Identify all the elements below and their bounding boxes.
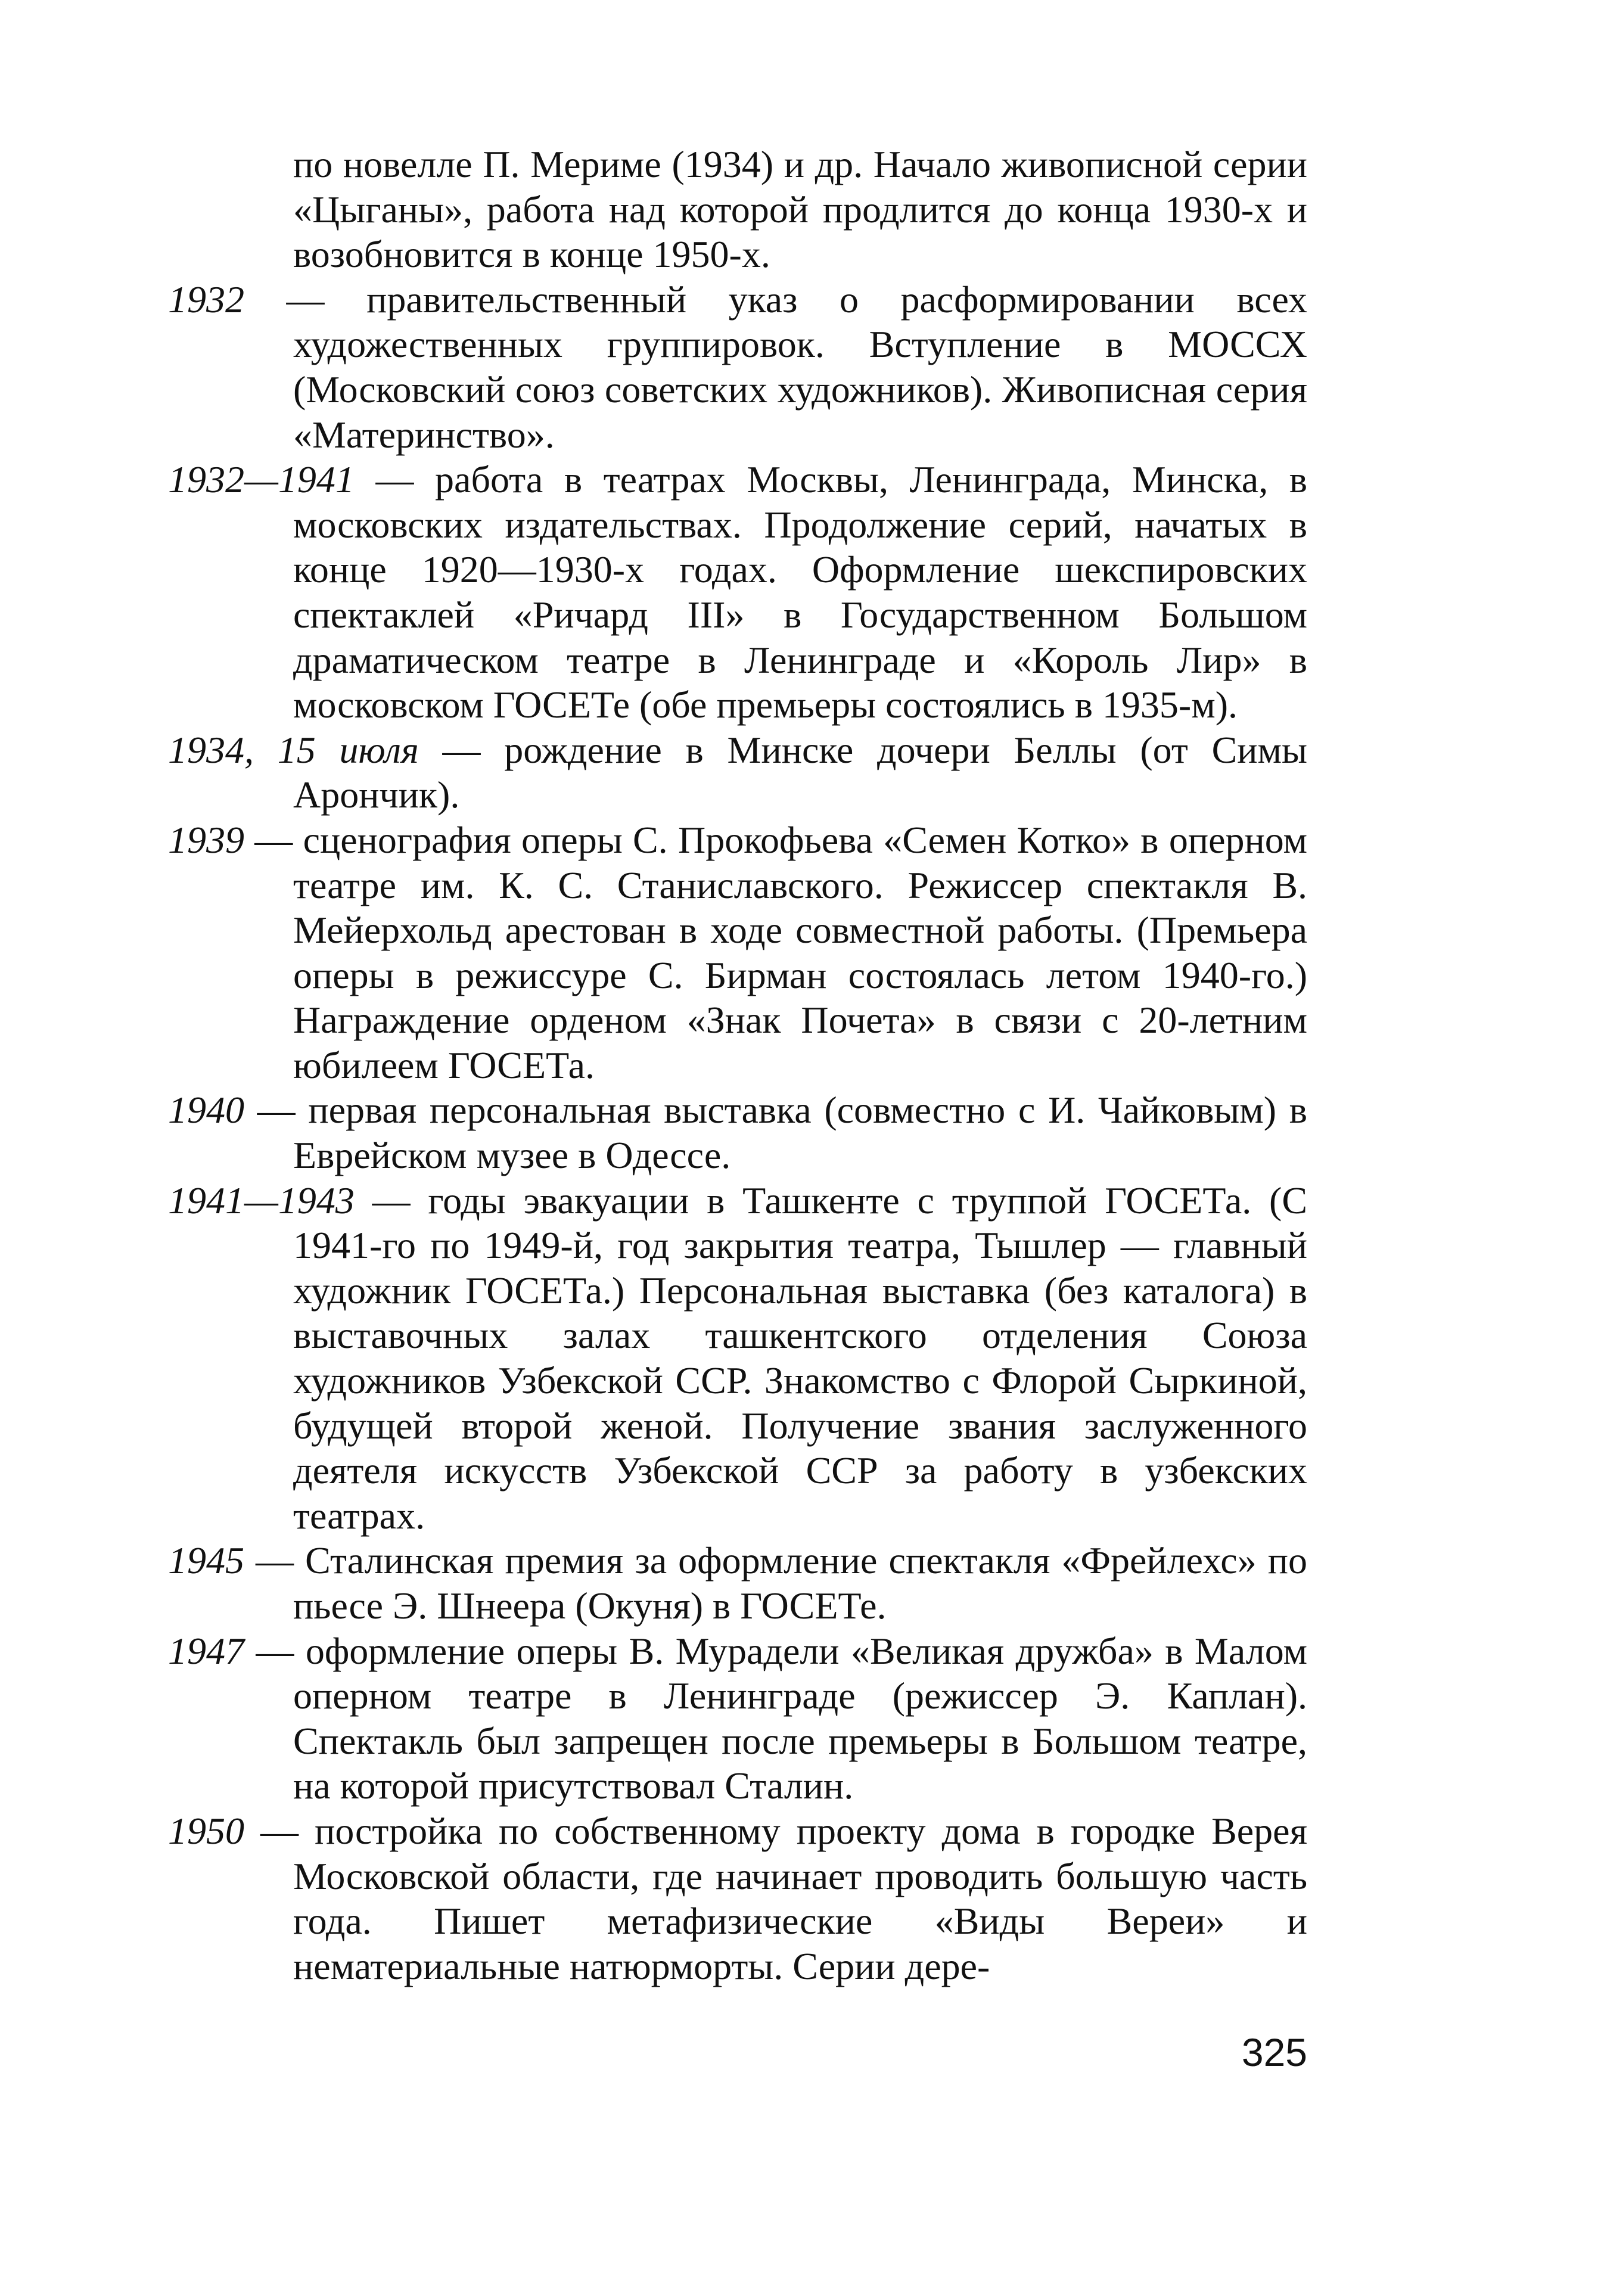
chronology-entry-1940 [168,1088,1307,1177]
entry-text: — сценография оперы С. Прокофьева «Семен Котко» в оперном театре им. К. С. Станиславского. Режиссер спектакля В. Мейерхольд арестован в ходе совместной работы. (Премьера оперы в режиссуре С. Бирман состоялась летом 1940-го.) Награждение орденом «Знак Почета» в связи с 20-летним юбилеем ГОСЕТа. [244,818,1307,1086]
entry-text: — Сталинская премия за оформление спектакля «Фрейлехс» по пьесе Э. Шнеера (Окуня) в ГОСЕТе. [244,1539,1307,1627]
chronology-entry-1939 [168,818,1307,1088]
entry-text: — постройка по собственному проекту дома в городке Верея Московской области, где начинает проводить большую часть года. Пишет метафизические «Виды Вереи» и нематериальные натюрморты. Серии дере- [244,1809,1307,1987]
entry-date: 1940 [168,1089,244,1132]
entry-text: — оформление оперы В. Мурадели «Великая дружба» в Малом оперном театре в Ленинграде (режиссер Э. Каплан). Спектакль был запрещен после премьеры в Большом театре, на которой присутствовал Сталин. [244,1629,1307,1807]
chronology-entry-1934 [168,728,1307,818]
chronology-entry-1932-1941 [168,457,1307,728]
entry-date: 1932—1941 [168,458,355,501]
entry-date: 1947 [168,1629,244,1672]
entry-date: 1950 [168,1809,244,1852]
entry-text: — правительственный указ о расформировании всех художественных группировок. Вступление в МОССХ (Московский союз советских художников). Живописная серия «Материнство». [244,278,1307,456]
entry-date: 1934, 15 июля [168,728,419,771]
entry-text: — работа в театрах Москвы, Ленинграда, Минска, в московских издательствах. Продолжение серий, начатых в конце 1920—1930-х годах. Оформление шекспировских спектаклей «Ричард III» в Государственном Большом драматическом театре в Ленинграде и «Король Лир» в московском ГОСЕТе (обе премьеры состоялись в 1935-м). [293,458,1307,726]
chronology-entry-1950 [168,1809,1307,1989]
entry-text: — первая персональная выставка (совместно с И. Чайковым) в Еврейском музее в Одессе. [244,1089,1307,1177]
entry-date: 1945 [168,1539,244,1582]
chronology-entry-1932 [168,277,1307,457]
page-number: 325 [1241,2030,1307,2074]
entry-date: 1932 [168,278,244,321]
chronology-text [168,142,1307,1989]
continued-paragraph: по новелле П. Мериме (1934) и др. Начало живописной серии «Цыганы», работа над которой продлится до конца 1930-х и возобновится в конце 1950-х. [293,143,1307,276]
entry-date: 1939 [168,818,244,861]
entry-text: — рождение в Минске дочери Беллы (от Симы Арончик). [293,728,1308,816]
chronology-entry-1945 [168,1538,1307,1628]
entry-date: 1941—1943 [168,1179,355,1222]
chronology-entry-1941-1943 [168,1178,1307,1539]
chronology-entry-1947 [168,1629,1307,1809]
entry-text: — годы эвакуации в Ташкенте с труппой ГОСЕТа. (С 1941-го по 1949-й, год закрытия театра, Тышлер — главный художник ГОСЕТа.) Персональная выставка (без каталога) в выставочных залах ташкентского отделения Союза художников Узбекской ССР. Знакомство с Флорой Сыркиной, будущей второй женой. Получение звания заслуженного деятеля искусств Узбекской ССР за работу в узбекских театрах. [293,1179,1307,1537]
